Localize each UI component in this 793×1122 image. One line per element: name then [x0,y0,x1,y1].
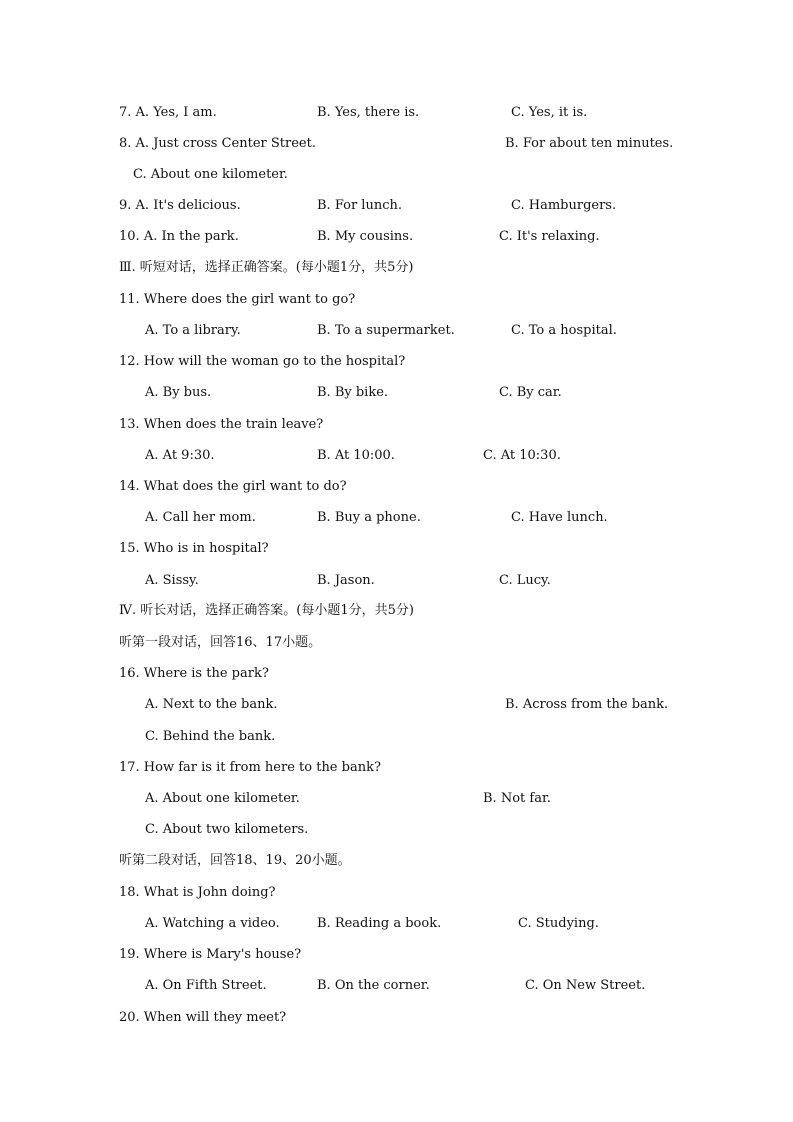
question-20-text: 20. When will they meet? [119,1010,287,1025]
section-4-heading [0,601,414,621]
option-11c: C. To a hospital. [511,323,617,338]
section-3-heading [0,258,414,278]
option-12c: C. By car. [499,385,562,400]
question-14-options [0,508,608,528]
passage-2-text: 听第二段对话，回答18、19、20小题。 [119,853,351,868]
option-17b: B. Not far. [483,791,551,806]
question-15-options [0,571,551,591]
question-20 [0,1008,287,1028]
option-15b: B. Jason. [317,573,375,588]
question-8-option-c [0,165,288,185]
question-9-options [0,196,617,216]
option-10a: 10. A. In the park. [119,229,239,244]
question-16-text: 16. Where is the park? [119,666,269,681]
passage-1-text: 听第一段对话，回答16、17小题。 [119,635,322,650]
option-18b: B. Reading a book. [317,916,442,931]
option-8b: B. For about ten minutes. [505,136,674,151]
passage-2-instruction [0,851,351,871]
question-19 [0,945,302,965]
option-14c: C. Have lunch. [511,510,608,525]
question-10-options [0,227,600,247]
option-9c: C. Hamburgers. [511,198,617,213]
option-18c: C. Studying. [518,916,599,931]
question-13-options [0,446,561,466]
option-16c: C. Behind the bank. [145,729,276,744]
question-13-text: 13. When does the train leave? [119,417,324,432]
option-14a: A. Call her mom. [145,510,256,525]
option-11b: B. To a supermarket. [317,323,455,338]
option-9b: B. For lunch. [317,198,402,213]
passage-1-instruction [0,633,322,653]
option-11a: A. To a library. [145,323,241,338]
question-8-options [0,134,674,154]
question-19-options [0,976,646,996]
question-17 [0,758,381,778]
option-15a: A. Sissy. [145,573,199,588]
option-18a: A. Watching a video. [145,916,280,931]
option-14b: B. Buy a phone. [317,510,421,525]
question-16-option-c [0,727,276,747]
question-15-text: 15. Who is in hospital? [119,541,269,556]
option-17a: A. About one kilometer. [145,791,300,806]
option-7b: B. Yes, there is. [317,105,420,120]
option-19c: C. On New Street. [525,978,646,993]
option-13c: C. At 10:30. [483,448,561,463]
question-12-text: 12. How will the woman go to the hospital? [119,354,406,369]
option-9a: 9. A. It's delicious. [119,198,241,213]
question-16 [0,664,269,684]
option-7c: C. Yes, it is. [511,105,588,120]
option-10c: C. It's relaxing. [499,229,600,244]
question-15 [0,539,269,559]
question-13 [0,415,324,435]
question-16-options [0,695,669,715]
question-11-options [0,321,617,341]
question-18 [0,883,276,903]
option-19a: A. On Fifth Street. [145,978,267,993]
option-10b: B. My cousins. [317,229,414,244]
option-12a: A. By bus. [145,385,212,400]
question-18-text: 18. What is John doing? [119,885,276,900]
question-17-options [0,789,551,809]
question-14-text: 14. What does the girl want to do? [119,479,347,494]
question-12-options [0,383,562,403]
option-19b: B. On the corner. [317,978,430,993]
question-17-option-c [0,820,309,840]
option-7a: 7. A. Yes, I am. [119,105,217,120]
question-19-text: 19. Where is Mary's house? [119,947,302,962]
question-14 [0,477,347,497]
question-12 [0,352,406,372]
section-4-title: Ⅳ. 听长对话，选择正确答案。(每小题1分，共5分) [119,603,414,618]
option-13a: A. At 9:30. [145,448,215,463]
question-11 [0,290,356,310]
option-16b: B. Across from the bank. [505,697,669,712]
option-17c: C. About two kilometers. [145,822,309,837]
option-8c: C. About one kilometer. [133,167,288,182]
option-8a: 8. A. Just cross Center Street. [119,136,316,151]
option-15c: C. Lucy. [499,573,551,588]
question-17-text: 17. How far is it from here to the bank? [119,760,381,775]
question-11-text: 11. Where does the girl want to go? [119,292,356,307]
option-13b: B. At 10:00. [317,448,395,463]
question-7-options [0,103,588,123]
option-12b: B. By bike. [317,385,389,400]
question-18-options [0,914,599,934]
section-3-title: Ⅲ. 听短对话，选择正确答案。(每小题1分，共5分) [119,260,414,275]
option-16a: A. Next to the bank. [145,697,278,712]
